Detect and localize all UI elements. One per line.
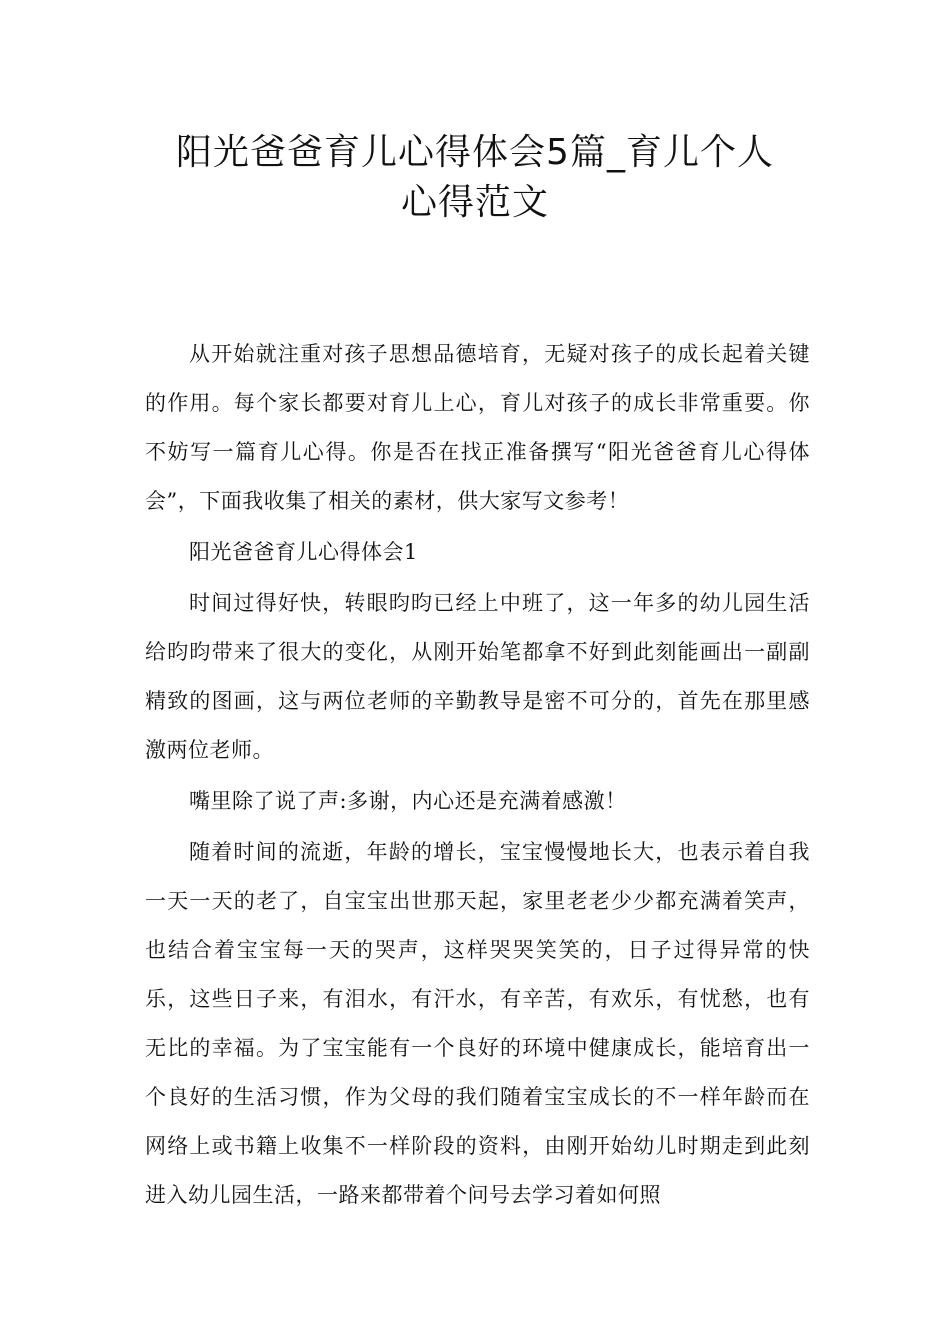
intro-paragraph: 从开始就注重对孩子思想品德培育，无疑对孩子的成长起着关键的作用。每个家长都要对育儿上心，育儿对孩子的成长非常重要。你不妨写一篇育儿心得。你是否在找正准备撰写“阳光爸爸育儿心得体会”，下面我收集了相关的素材，供大家写文参考！ [145,342,810,513]
document-body [145,330,810,1222]
body-paragraph: 随着时间的流逝，年龄的增长，宝宝慢慢地长大，也表示着自我一天一天的老了，自宝宝出世那天起，家里老老少少都充满着笑声，也结合着宝宝每一天的哭声，这样哭哭笑笑的，日子过得异常的快乐，这些日子来，有泪水，有汗水，有辛苦，有欢乐，有忧愁，也有无比的幸福。为了宝宝能有一个良好的环境中健康成长，能培育出一个良好的生活习惯，作为父母的我们随着宝宝成长的不一样年龄而在网络上或书籍上收集不一样阶段的资料，由刚开始幼儿时期走到此刻进入幼儿园生活，一路来都带着个问号去学习着如何照 [145,840,810,1207]
section-heading: 阳光爸爸育儿心得体会1 [189,540,418,564]
document-title [120,128,830,228]
body-paragraph: 嘴里除了说了声:多谢，内心还是充满着感激！ [189,789,627,813]
title-line-2: 心得范文 [400,182,549,223]
body-paragraph: 时间过得好快，转眼昀昀已经上中班了，这一年多的幼儿园生活给昀昀带来了很大的变化，从刚开始笔都拿不好到此刻能画出一副副精致的图画，这与两位老师的辛勤教导是密不可分的，首先在那里感激两位老师。 [145,591,810,762]
title-line-1: 阳光爸爸育儿心得体会5篇_育儿个人 [176,132,774,173]
